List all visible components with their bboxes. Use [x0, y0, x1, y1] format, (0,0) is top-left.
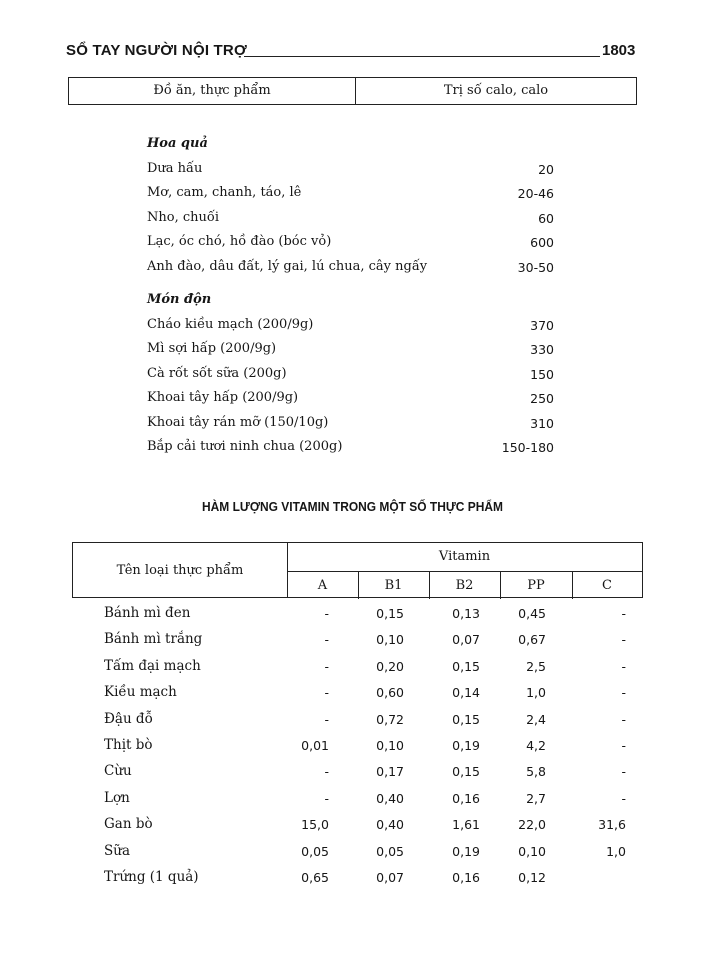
vitamin-cell: 0,19 — [452, 843, 480, 859]
vitamin-row-name: Tấm đại mạch — [104, 657, 201, 674]
calorie-item-value: 60 — [538, 210, 554, 226]
vitamin-cell: 0,17 — [376, 764, 404, 780]
calorie-item-value: 600 — [530, 235, 554, 250]
vitamin-cell: 1,0 — [526, 685, 546, 701]
calorie-item-name: Nho, chuối — [147, 209, 219, 225]
calorie-item-name: Dưa hấu — [147, 160, 203, 176]
vitamin-row-name: Kiều mạch — [104, 684, 177, 701]
vitamin-cell: - — [621, 606, 626, 621]
vitamin-cell: - — [621, 632, 626, 648]
vitamin-row-name: Bánh mì đen — [104, 605, 191, 621]
vitamin-row-name: Gan bò — [104, 816, 153, 833]
vitamin-row-name: Trứng (1 quả) — [104, 869, 199, 885]
vitamin-cell: - — [324, 764, 329, 780]
vitamin-row-name: Cừu — [104, 763, 132, 780]
vitamin-row-name: Đậu đỗ — [104, 710, 153, 727]
vitamin-cell: - — [621, 790, 626, 806]
vitamin-cell: - — [324, 606, 329, 621]
vitamin-cell: - — [621, 658, 626, 674]
vitamin-col-food: Tên loại thực phẩm — [116, 563, 244, 578]
vitamin-cell: 0,40 — [376, 790, 404, 806]
calorie-section-title: Hoa quả — [147, 136, 208, 151]
calorie-item-name: Khoai tây rán mỡ (150/10g) — [147, 414, 329, 430]
calorie-item-name: Cháo kiều mạch (200/9g) — [147, 316, 314, 332]
vitamin-cell: - — [324, 685, 329, 701]
vitamin-cell: 0,12 — [518, 870, 546, 885]
calorie-item-name: Khoai tây hấp (200/9g) — [147, 390, 299, 405]
vitamin-col-b2: B2 — [455, 578, 474, 593]
vitamin-cell: - — [621, 738, 626, 753]
vitamin-cell: 0,07 — [376, 870, 404, 885]
book-title: SỔ TAY NGƯỜI NỘI TRỢ — [66, 42, 247, 59]
calorie-item-name: Cà rốt sốt sữa (200g) — [147, 365, 287, 381]
vitamin-cell: 0,40 — [376, 817, 404, 833]
vitamin-cell: 0,10 — [376, 632, 404, 648]
vitamin-col-a: A — [317, 578, 328, 593]
vitamin-cell: - — [324, 790, 329, 806]
vitamin-cell: - — [324, 658, 329, 674]
vitamin-cell: 0,16 — [452, 790, 480, 806]
vitamin-cell: 31,6 — [598, 817, 626, 833]
vitamin-cell: 0,16 — [452, 870, 480, 885]
vitamin-cell: - — [324, 711, 329, 727]
calorie-item-value: 150-180 — [501, 440, 554, 455]
calorie-col-food: Đồ ăn, thực phẩm — [153, 83, 271, 98]
calorie-item-value: 20 — [538, 161, 554, 177]
calorie-item-value: 30-50 — [517, 259, 554, 275]
vitamin-cell: 0,14 — [452, 685, 480, 701]
vitamin-cell: 0,20 — [376, 658, 404, 674]
calorie-item-name: Mơ, cam, chanh, táo, lê — [147, 185, 302, 200]
calorie-item-value: 330 — [530, 342, 554, 357]
vitamin-cell: 15,0 — [301, 817, 329, 833]
vitamin-cell: 0,45 — [518, 606, 546, 621]
calorie-item-value: 310 — [530, 415, 554, 431]
header-rule — [244, 56, 600, 57]
vitamin-cell: 0,15 — [452, 711, 480, 727]
vitamin-cell: 2,7 — [526, 790, 546, 806]
vitamin-cell: 2,4 — [526, 711, 546, 727]
calorie-item-name: Anh đào, dâu đất, lý gai, lú chua, cây ngấy — [147, 258, 428, 274]
vitamin-cell: 0,15 — [452, 658, 480, 674]
calorie-item-name: Bắp cải tươi ninh chua (200g) — [147, 439, 343, 454]
vitamin-cell: 0,60 — [376, 685, 404, 701]
vitamin-cell: 0,15 — [452, 764, 480, 780]
calorie-section-title: Món độn — [147, 292, 212, 307]
vitamin-cell: - — [621, 711, 626, 727]
vitamin-cell: 0,07 — [452, 632, 480, 648]
vitamin-cell: 0,10 — [518, 843, 546, 859]
vitamin-cell: 0,13 — [452, 606, 480, 621]
calorie-item-value: 370 — [530, 317, 554, 333]
vitamin-row-name: Thịt bò — [104, 737, 153, 753]
calorie-item-name: Mì sợi hấp (200/9g) — [147, 341, 277, 356]
calorie-item-value: 250 — [530, 391, 554, 406]
vitamin-cell: - — [621, 764, 626, 780]
vitamin-cell: 0,19 — [452, 738, 480, 753]
vitamin-cell: 4,2 — [526, 738, 546, 753]
vitamin-col-pp: PP — [527, 578, 545, 593]
vitamin-cell: 0,15 — [376, 606, 404, 621]
calorie-col-value: Trị số calo, calo — [443, 83, 549, 98]
vitamin-group-header: Vitamin — [438, 549, 491, 564]
vitamin-col-c: C — [602, 578, 612, 593]
calorie-item-value: 150 — [530, 366, 554, 382]
calorie-table-header — [68, 77, 637, 105]
vitamin-cell: 0,01 — [301, 738, 329, 753]
vitamin-cell: 0,65 — [301, 870, 329, 885]
vitamin-cell: - — [324, 632, 329, 648]
vitamin-col-b1: B1 — [384, 578, 403, 593]
vitamin-cell: 1,61 — [452, 817, 480, 833]
vitamin-row-name: Sữa — [104, 842, 130, 859]
vitamin-cell: 22,0 — [518, 817, 546, 833]
vitamin-table-title: HÀM LƯỢNG VITAMIN TRONG MỘT SỐ THỰC PHẨM — [202, 499, 503, 514]
vitamin-cell: 2,5 — [526, 658, 546, 674]
vitamin-cell: 0,05 — [301, 843, 329, 859]
vitamin-cell: 0,72 — [376, 711, 404, 727]
vitamin-cell: 0,67 — [518, 632, 546, 648]
vitamin-sub-rule — [287, 571, 642, 572]
vitamin-row-name: Bánh mì trắng — [104, 631, 203, 648]
vitamin-row-name: Lợn — [104, 789, 130, 806]
vitamin-table-header — [72, 542, 643, 598]
calorie-item-value: 20-46 — [517, 186, 554, 201]
vitamin-cell: 0,05 — [376, 843, 404, 859]
vitamin-cell: - — [621, 685, 626, 701]
vitamin-cell: 1,0 — [606, 843, 626, 859]
calorie-item-name: Lạc, óc chó, hồ đào (bóc vỏ) — [147, 234, 332, 249]
vitamin-cell: 0,10 — [376, 738, 404, 753]
page-number: 1803 — [602, 42, 636, 59]
vitamin-cell: 5,8 — [526, 764, 546, 780]
